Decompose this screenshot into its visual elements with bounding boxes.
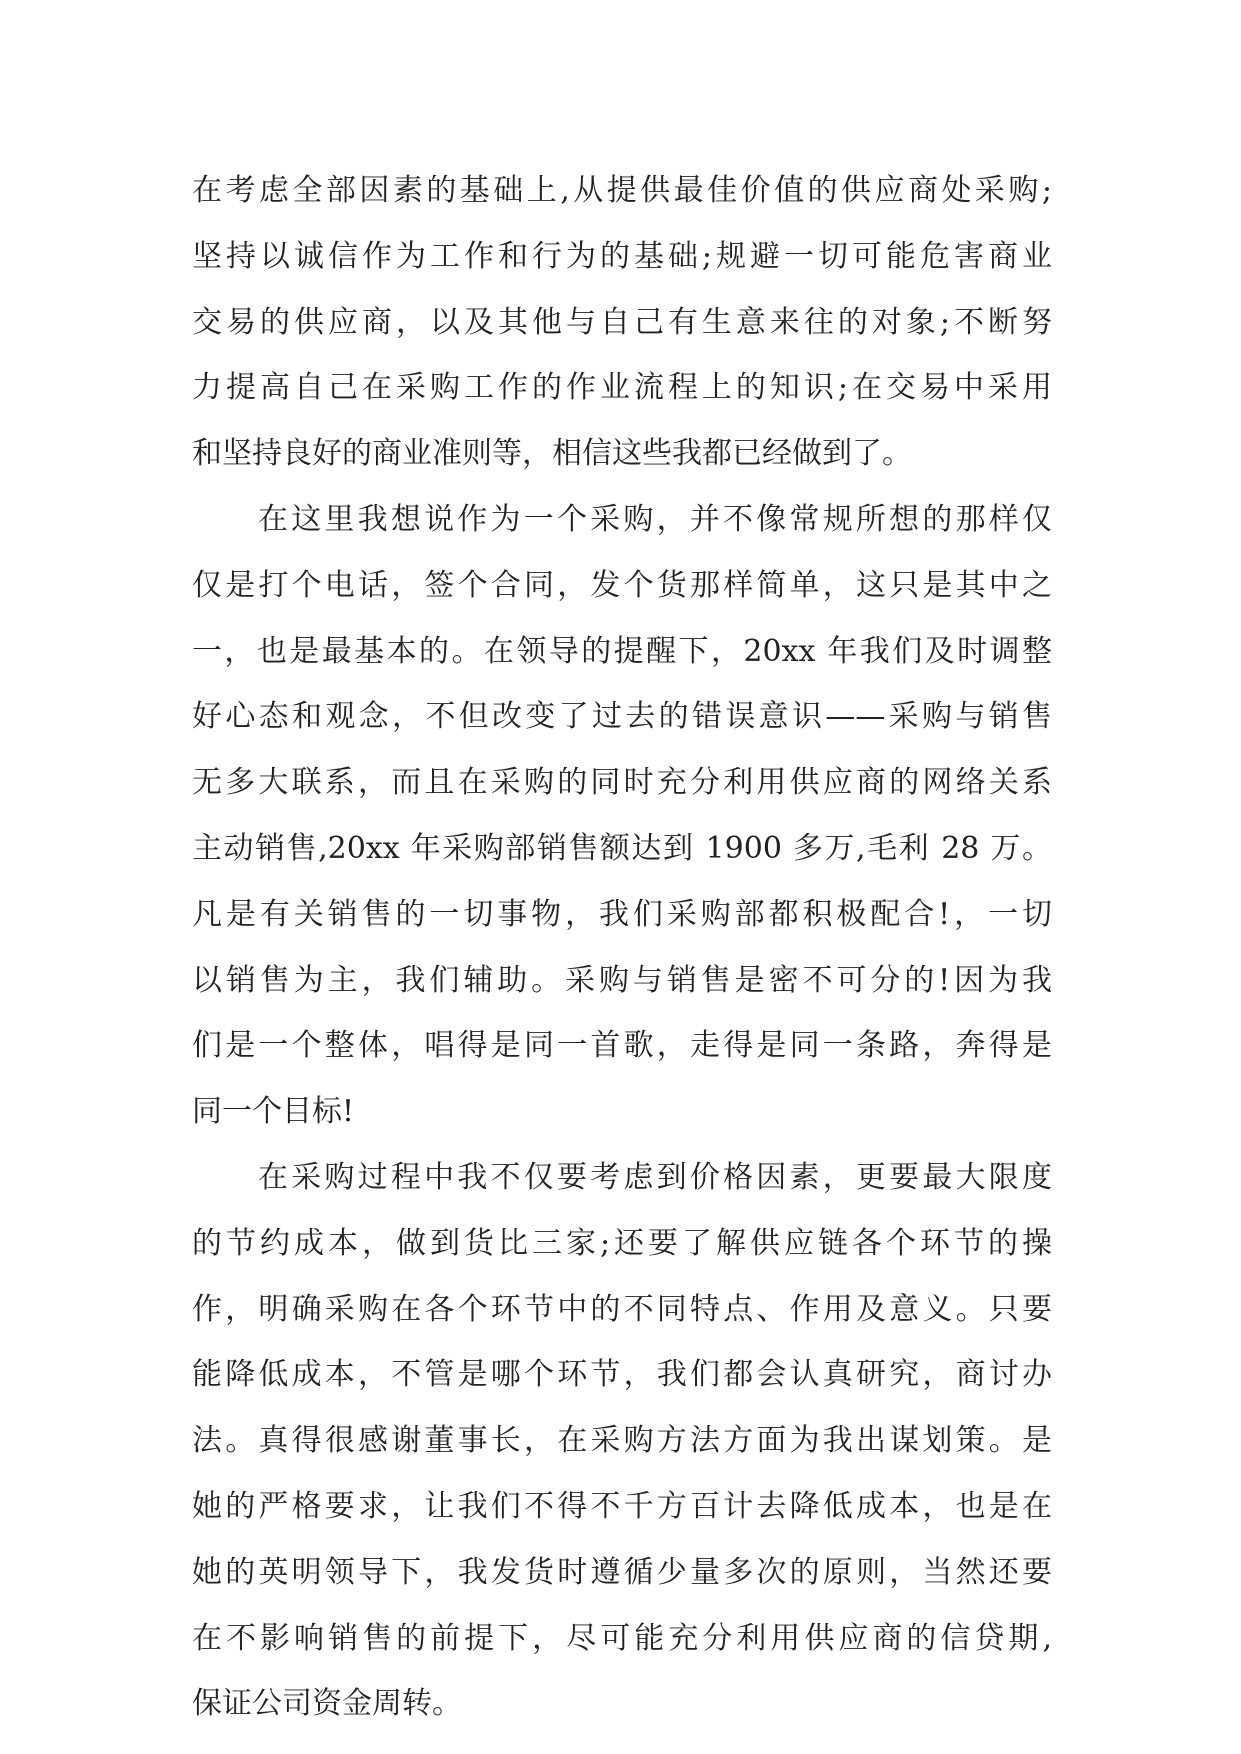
paragraph-3: [192, 1145, 1052, 1737]
text-line: 一，也是最基本的。在领导的提醒下，20xx 年我们及时调整: [192, 633, 1052, 669]
text-line: 力提高自己在采购工作的作业流程上的知识;在交易中采用: [192, 370, 1052, 406]
text-line: 法。真得很感谢董事长，在采购方法方面为我出谋划策。是: [192, 1423, 1052, 1459]
text-line: 坚持以诚信作为工作和行为的基础;规避一切可能危害商业: [192, 238, 1052, 274]
text-line: 无多大联系，而且在采购的同时充分利用供应商的网络关系: [192, 765, 1052, 801]
text-line: 凡是有关销售的一切事物，我们采购部都积极配合!，一切: [192, 896, 1052, 932]
paragraph-1: [192, 158, 1052, 487]
text-line: 在不影响销售的前提下，尽可能充分利用供应商的信贷期,: [192, 1620, 1052, 1656]
text-line: 交易的供应商，以及其他与自己有生意来往的对象;不断努: [192, 304, 1052, 340]
text-line: 们是一个整体，唱得是同一首歌，走得是同一条路，奔得是: [192, 1028, 1052, 1064]
text-line: 同一个目标!: [192, 1094, 355, 1130]
text-line: 能降低成本，不管是哪个环节，我们都会认真研究，商讨办: [192, 1357, 1052, 1393]
text-line: 她的英明领导下，我发货时遵循少量多次的原则，当然还要: [192, 1554, 1052, 1590]
text-line: 她的严格要求，让我们不得不千方百计去降低成本，也是在: [192, 1488, 1052, 1524]
text-line: 仅是打个电话，签个合同，发个货那样简单，这只是其中之: [192, 567, 1052, 603]
text-line: 作，明确采购在各个环节中的不同特点、作用及意义。只要: [192, 1291, 1052, 1327]
text-line: 的节约成本，做到货比三家;还要了解供应链各个环节的操: [192, 1225, 1052, 1261]
text-line: 好心态和观念，不但改变了过去的错误意识——采购与销售: [192, 699, 1052, 735]
document-body: [192, 158, 1052, 1737]
text-line: 在考虑全部因素的基础上,从提供最佳价值的供应商处采购;: [192, 173, 1052, 208]
paragraph-2: [192, 487, 1052, 1145]
text-line: 和坚持良好的商业准则等，相信这些我都已经做到了。: [192, 436, 912, 472]
text-line: 在这里我想说作为一个采购，并不像常规所想的那样仅: [258, 501, 1052, 537]
text-line: 在采购过程中我不仅要考虑到价格因素，更要最大限度: [258, 1159, 1052, 1195]
text-line: 保证公司资金周转。: [192, 1686, 462, 1722]
text-line: 以销售为主，我们辅助。采购与销售是密不可分的!因为我: [192, 962, 1052, 998]
text-line: 主动销售,20xx 年采购部销售额达到 1900 多万,毛利 28 万。: [192, 830, 1052, 866]
